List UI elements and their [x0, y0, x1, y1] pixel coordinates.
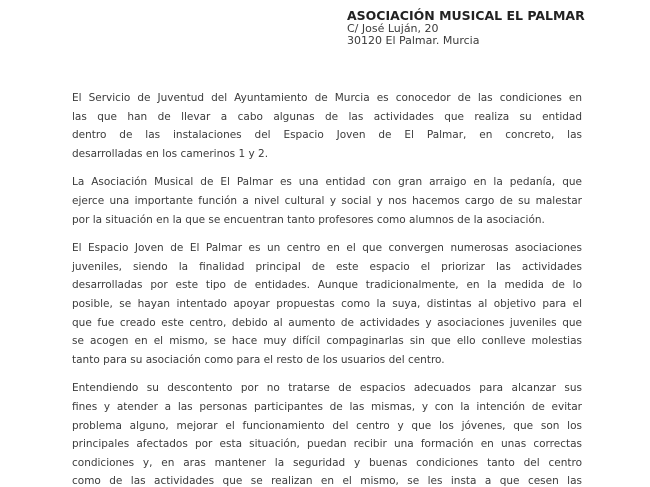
body-paragraph-3: [72, 239, 582, 369]
body-line: problema alguno, mejorar el funcionamiento del centro y que los jóvenes, que son los: [72, 419, 582, 432]
body-paragraph-1: [72, 89, 582, 163]
body-line: El Espacio Joven de El Palmar es un centro en el que convergen numerosas asociaciones: [72, 242, 582, 255]
recipient-address-line-1: C/ José Luján, 20: [347, 22, 439, 35]
body-line: tanto para su asociación como para el resto de los usuarios del centro.: [72, 353, 445, 366]
body-line: desarrolladas en los camerinos 1 y 2.: [72, 147, 269, 160]
body-line: juveniles, siendo la finalidad principal de este espacio el priorizar las actividades: [72, 260, 582, 273]
recipient-block: [347, 8, 585, 46]
body-line: ejerce una importante función a nivel cultural y social y nos hacemos cargo de su malestar: [72, 194, 582, 207]
body-line: posible, se hayan intentado apoyar propuestas como la suya, distintas al objetivo para el: [72, 297, 582, 310]
body-line: El Servicio de Juventud del Ayuntamiento de Murcia es conocedor de las condiciones en: [72, 92, 582, 104]
body-line: condiciones y, en aras mantener la seguridad y buenas condiciones tanto del centro: [72, 456, 582, 469]
recipient-name: ASOCIACIÓN MUSICAL EL PALMAR: [347, 8, 585, 23]
body-paragraph-2: [72, 173, 582, 229]
body-line: que fue creado este centro, debido al aumento de actividades y asociaciones juveniles que: [72, 316, 582, 329]
letter-body: [72, 89, 582, 487]
body-line: como de las actividades que se realizan en el mismo, se les insta a que cesen las: [72, 475, 582, 487]
body-line: Entendiendo su descontento por no tratarse de espacios adecuados para alcanzar sus: [72, 382, 582, 395]
body-line: por la situación en la que se encuentran tanto profesores como alumnos de la asociación.: [72, 213, 545, 226]
body-line: se acogen en el mismo, se hace muy difícil compaginarlas sin que ello conlleve molestias: [72, 335, 582, 348]
body-line: fines y atender a las personas participantes de las mismas, y con la intención de evitar: [72, 400, 582, 413]
recipient-address-line-2: 30120 El Palmar. Murcia: [347, 33, 480, 47]
body-line: La Asociación Musical de El Palmar es una entidad con gran arraigo en la pedanía, que: [72, 176, 582, 189]
body-line: dentro de las instalaciones del Espacio Joven de El Palmar, en concreto, las: [72, 129, 582, 142]
body-line: principales afectados por esta situación, puedan recibir una formación en unas correctas: [72, 438, 582, 451]
body-line: desarrolladas por este tipo de entidades. Aunque tradicionalmente, en la medida de lo: [72, 279, 582, 292]
body-paragraph-4: [72, 379, 582, 487]
body-line: las que han de llevar a cabo algunas de las actividades que realiza su entidad: [72, 110, 582, 123]
